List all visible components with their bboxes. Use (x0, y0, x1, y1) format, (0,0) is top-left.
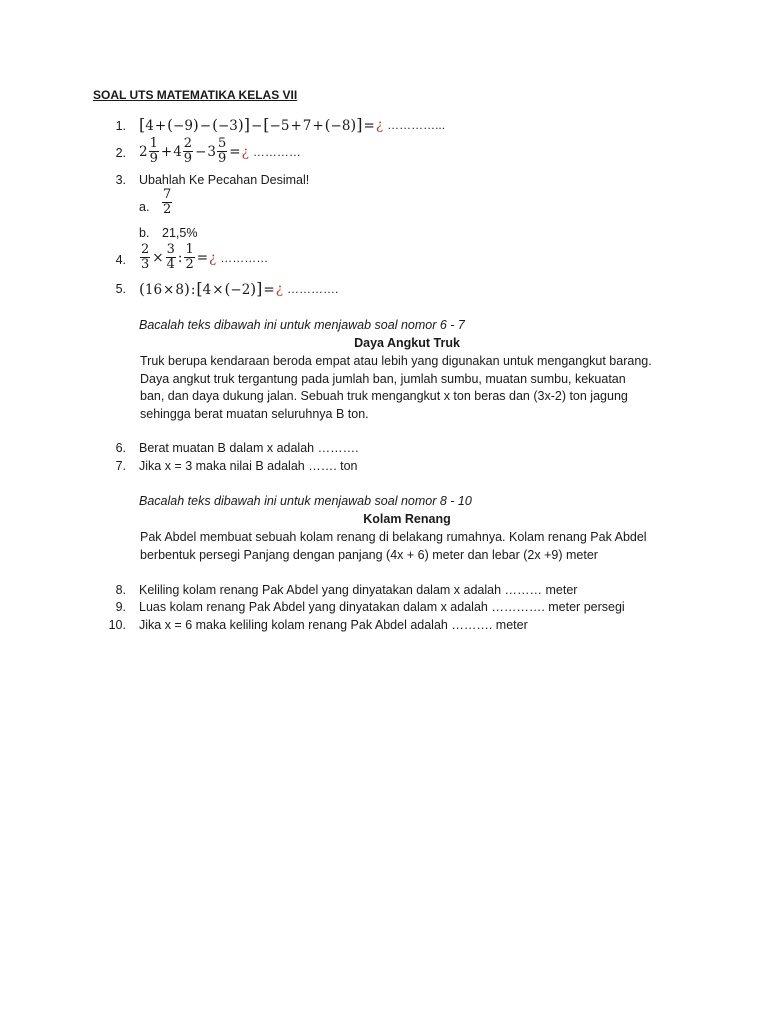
question-5-answer-blank: …………. (286, 281, 339, 296)
q1-operator: = (363, 118, 375, 134)
question-10-text: Jika x = 6 maka keliling kolam renang Pak Abdel adalah ………. meter (139, 618, 528, 632)
fraction (162, 188, 172, 217)
fraction-numerator: 2 (183, 136, 193, 151)
q1-bracket: [ (139, 115, 146, 134)
q1-operator: + (312, 118, 324, 134)
reading-1-instruction: Bacalah teks dibawah ini untuk menjawab soal nomor 6 - 7 (139, 318, 465, 332)
question-number-3: 3. (115, 173, 126, 187)
reading-1-heading: Daya Angkut Truk (354, 336, 460, 350)
mixed-number-2-fraction (183, 137, 193, 166)
q5-operator: : (190, 282, 196, 298)
q5-number: 4 (202, 282, 212, 298)
paragraph-line: ban, dan daya dukung jalan. Sebuah truk mengangkut x ton beras dan (3x-2) ton jagung (140, 389, 628, 403)
mixed-number-2-whole: 4 (173, 143, 182, 160)
reading-2-paragraph (140, 529, 680, 564)
q1-number: 4 (145, 118, 154, 134)
question-number-5: 5. (115, 282, 126, 296)
question-number-8: 8. (115, 583, 126, 597)
question-4-expression (139, 243, 268, 272)
question-number-1: 1. (115, 119, 126, 133)
fraction-denominator: 9 (149, 151, 158, 166)
fraction-denominator: 4 (166, 257, 175, 272)
question-number-4: 4. (115, 253, 126, 267)
fraction-denominator: 2 (163, 202, 172, 217)
question-5-inverted-question-mark: ¿ (275, 280, 283, 297)
q1-paren: ( (324, 116, 331, 134)
question-4-answer-blank: ………… (220, 250, 269, 265)
question-1-expression (139, 115, 445, 134)
question-5-formula (139, 279, 276, 298)
fraction-numerator: 1 (149, 136, 158, 151)
q5-operator: × (163, 282, 175, 298)
question-number-6: 6. (115, 441, 126, 455)
operator-times: × (152, 249, 164, 266)
operator-minus: − (195, 143, 207, 160)
q5-paren: ( (224, 280, 231, 298)
question-2-expression (139, 137, 301, 166)
q1-number: −9 (173, 118, 193, 134)
mixed-number-3-whole: 3 (207, 143, 216, 160)
question-7-text: Jika x = 3 maka nilai B adalah ……. ton (139, 459, 358, 473)
q5-paren: ( (139, 280, 145, 298)
reading-2-instruction: Bacalah teks dibawah ini untuk menjawab soal nomor 8 - 10 (139, 494, 472, 508)
q5-bracket: ] (256, 279, 263, 298)
q1-number: 7 (302, 118, 312, 134)
fraction-denominator: 3 (141, 257, 150, 272)
question-2-inverted-question-mark: ¿ (241, 143, 249, 160)
fraction-numerator: 5 (217, 136, 227, 151)
q1-bracket: ] (243, 115, 250, 134)
document-title: SOAL UTS MATEMATIKA KELAS VII (93, 88, 298, 102)
question-9-text: Luas kolam renang Pak Abdel yang dinyatakan dalam x adalah …………. meter persegi (139, 600, 625, 614)
equals-sign: = (196, 249, 209, 266)
paragraph-line: berbentuk persegi Panjang dengan panjang (4x + 6) meter dan lebar (2x +9) meter (140, 547, 598, 562)
q5-operator: × (212, 282, 224, 298)
fraction-2 (166, 243, 176, 272)
question-number-7: 7. (115, 459, 126, 473)
question-1-inverted-question-mark: ¿ (375, 116, 384, 133)
fraction-denominator: 9 (183, 151, 193, 166)
q1-operator: + (290, 118, 302, 134)
fraction-denominator: 9 (217, 151, 227, 166)
q1-number: −3 (217, 118, 238, 134)
q5-paren: ) (250, 280, 257, 298)
q1-paren: ) (350, 116, 357, 134)
fraction-numerator: 3 (166, 242, 175, 257)
question-number-10: 10. (108, 618, 126, 632)
q1-bracket: [ (263, 115, 270, 134)
fraction-1 (140, 243, 150, 272)
mixed-number-1-fraction (149, 137, 159, 166)
mixed-number-3-fraction (217, 137, 227, 166)
q1-number: −8 (330, 118, 351, 134)
q5-number: 8 (175, 282, 184, 298)
q1-operator: − (199, 118, 212, 134)
q5-paren: ) (183, 280, 190, 298)
question-4-inverted-question-mark: ¿ (209, 249, 217, 266)
paragraph-line: Truk berupa kendaraan beroda empat atau lebih yang digunakan untuk mengangkut barang. (140, 354, 652, 368)
q1-number: −5 (269, 118, 290, 134)
fraction-denominator: 2 (185, 257, 194, 272)
q5-number: 16 (144, 282, 163, 298)
question-1-answer-blank: …………... (387, 117, 446, 132)
operator-divide: : (177, 249, 183, 266)
fraction-numerator: 2 (141, 242, 150, 257)
question-2-answer-blank: ………… (252, 144, 301, 159)
question-number-2: 2. (115, 146, 126, 160)
question-3b-label: b. (139, 226, 150, 240)
mixed-number-3 (207, 137, 228, 166)
operator-plus: + (160, 143, 173, 160)
equals-sign: = (229, 143, 241, 160)
reading-2-heading: Kolam Renang (363, 512, 451, 526)
paragraph-line: Daya angkut truk tergantung pada jumlah ban, jumlah sumbu, muatan sumbu, kekuatan (140, 371, 626, 386)
fraction-numerator: 1 (185, 242, 194, 257)
question-3a-fraction (161, 188, 173, 217)
question-number-9: 9. (115, 600, 126, 614)
fraction-numerator: 7 (163, 187, 172, 202)
q1-paren: ( (167, 116, 174, 134)
q1-paren: ( (212, 116, 218, 134)
q1-operator: + (154, 118, 167, 134)
paragraph-line: sehingga berat muatan seluruhnya B ton. (140, 406, 369, 421)
question-1-formula (139, 115, 376, 134)
reading-1-paragraph (140, 353, 680, 423)
question-8-text: Keliling kolam renang Pak Abdel yang dinyatakan dalam x adalah ……… meter (139, 583, 578, 597)
mixed-number-1-whole: 2 (139, 143, 148, 160)
fraction-3 (184, 243, 194, 272)
question-5-expression (139, 279, 338, 298)
question-3-text: Ubahlah Ke Pecahan Desimal! (139, 173, 310, 187)
question-6-text: Berat muatan B dalam x adalah ………. (139, 441, 359, 455)
mixed-number-1 (139, 137, 160, 166)
q5-bracket: [ (196, 279, 203, 298)
question-3a-label: a. (139, 200, 150, 214)
paragraph-line: Pak Abdel membuat sebuah kolam renang di belakang rumahnya. Kolam renang Pak Abdel (140, 530, 647, 544)
q1-operator: − (250, 118, 263, 134)
mixed-number-2 (173, 137, 194, 166)
q5-number: −2 (230, 282, 251, 298)
q1-paren: ) (192, 116, 199, 134)
q5-operator: = (263, 282, 275, 298)
q1-bracket: ] (356, 115, 363, 134)
q1-paren: ) (237, 116, 244, 134)
question-3b-value: 21,5% (162, 226, 198, 240)
